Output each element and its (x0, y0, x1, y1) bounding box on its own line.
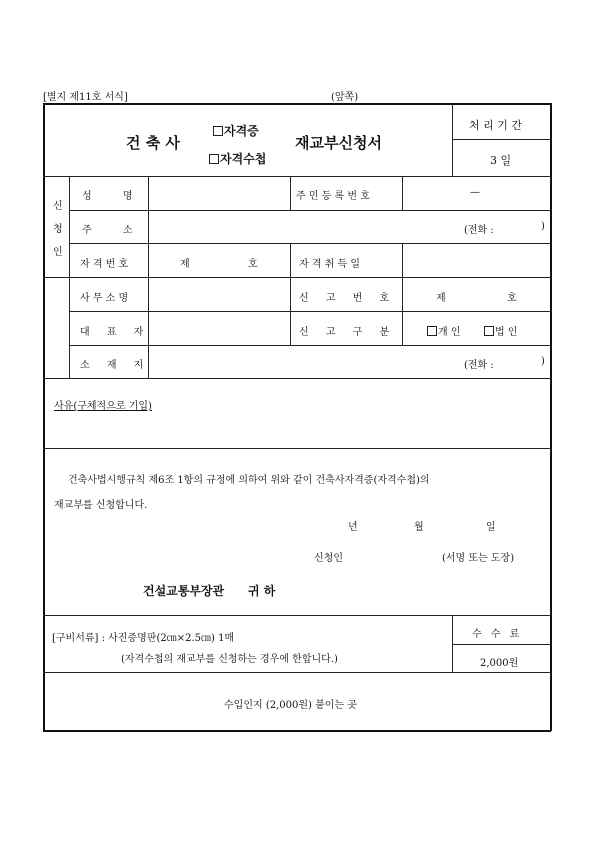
office-phone-label: (전화 : (464, 360, 494, 371)
frame-bottom (43, 730, 551, 732)
statement-line-2: 재교부를 신청합니다. (54, 500, 148, 511)
office-name-field[interactable] (150, 279, 288, 309)
license-number-label: 자 격 번 호 (80, 259, 129, 270)
form-number: [별지 제11호 서식] (43, 92, 128, 103)
acquired-date-label: 자 격 취 득 일 (299, 259, 361, 270)
checkbox-booklet-icon[interactable] (209, 154, 219, 164)
date-year: 년 (348, 522, 358, 533)
signature-hint: (서명 또는 도장) (442, 553, 515, 564)
report-number-suffix: 호 (507, 293, 517, 304)
applicant-phone-close: ) (541, 221, 545, 232)
address-label: 주 소 (82, 225, 147, 236)
applicant-phone-label: (전화 : (464, 225, 494, 236)
license-number-prefix[interactable]: 제 (180, 259, 190, 270)
date-month: 월 (414, 522, 424, 533)
resident-id-field[interactable]: — (470, 187, 480, 198)
acquired-date-field[interactable] (404, 245, 549, 275)
processing-period-label: 처 리 기 간 (469, 119, 522, 132)
report-number-prefix[interactable]: 제 (436, 293, 446, 304)
fee-label: 수 수 료 (472, 629, 523, 640)
report-type-label: 신 고 구 분 (299, 327, 397, 338)
section-applicant-1: 신 (53, 201, 63, 212)
representative-label: 대 표 자 (80, 327, 151, 338)
title-option-license: 자격증 (213, 122, 259, 139)
representative-field[interactable] (150, 313, 288, 343)
date-day: 일 (486, 522, 496, 533)
report-type-corporate: 법 인 (484, 323, 518, 338)
frame-top (43, 103, 551, 105)
processing-period-value: 3 일 (490, 154, 512, 167)
report-number-label: 신 고 번 호 (299, 293, 397, 304)
checkbox-corporate-icon[interactable] (484, 326, 494, 336)
checkbox-license-icon[interactable] (213, 126, 223, 136)
addressee-honorific: 귀 하 (248, 584, 276, 598)
addressee: 건설교통부장관 (143, 584, 225, 598)
page-side-label: (앞쪽) (331, 92, 359, 103)
reason-field[interactable] (46, 414, 548, 446)
title-left: 건 축 사 (126, 134, 180, 152)
reason-label: 사유(구체적으로 기입) (54, 401, 152, 412)
report-type-individual: 개 인 (427, 323, 461, 338)
office-name-label: 사 무 소 명 (80, 293, 129, 304)
section-applicant-3: 인 (53, 247, 63, 258)
office-phone-close: ) (541, 356, 545, 367)
frame-left (43, 103, 45, 731)
name-label: 성 명 (82, 191, 147, 202)
resident-id-label: 주 민 등 록 번 호 (296, 191, 370, 202)
license-number-suffix: 호 (248, 259, 258, 270)
required-documents: [구비서류] : 사진증명판(2㎝×2.5㎝) 1매 (52, 633, 235, 644)
location-label: 소 재 지 (80, 360, 151, 371)
title-option-booklet: 자격수첩 (209, 150, 266, 167)
title-right: 재교부신청서 (295, 134, 382, 152)
revenue-stamp-area: 수입인지 (2,000원) 붙이는 곳 (224, 700, 357, 711)
required-documents-note: (자격수첩의 재교부를 신청하는 경우에 한합니다.) (121, 654, 338, 665)
location-field[interactable] (150, 347, 450, 376)
applicant-sign-label: 신청인 (314, 553, 343, 564)
fee-value: 2,000원 (480, 658, 519, 669)
name-field[interactable] (150, 178, 288, 208)
frame-right (550, 103, 552, 731)
section-applicant-2: 청 (53, 224, 63, 235)
address-field[interactable] (150, 212, 450, 241)
statement-line-1: 건축사법시행규칙 제6조 1항의 규정에 의하여 위와 같이 건축사자격증(자격수첩)의 (68, 475, 430, 486)
checkbox-individual-icon[interactable] (427, 326, 437, 336)
